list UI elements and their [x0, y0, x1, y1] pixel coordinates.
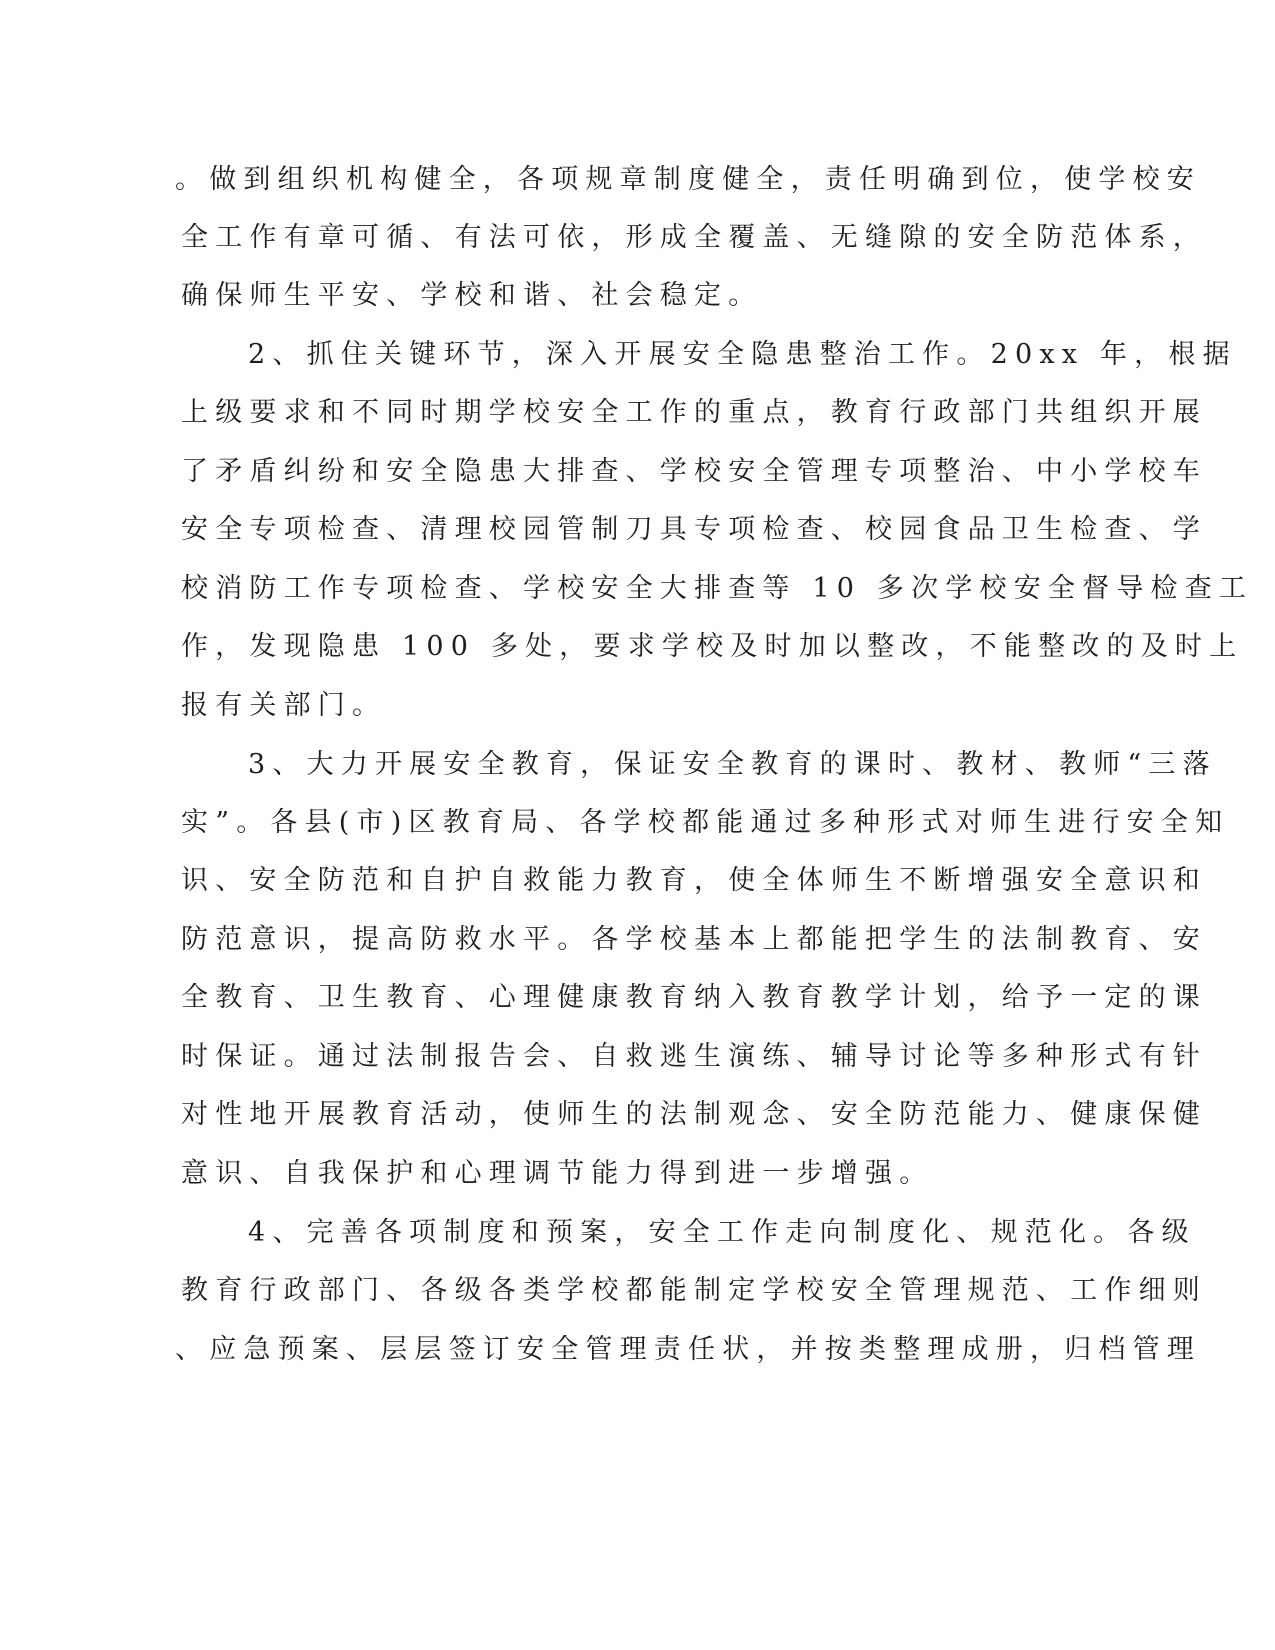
text-line: 作，发现隐患 100 多处，要求学校及时加以整改，不能整改的及时上 — [181, 631, 1244, 662]
text-line: 安全专项检查、清理校园管制刀具专项检查、校园食品卫生检查、学 — [181, 514, 1207, 545]
text-line: 。做到组织机构健全，各项规章制度健全，责任明确到位，使学校安 — [175, 164, 1201, 195]
text-line: 意识、自我保护和心理调节能力得到进一步增强。 — [181, 1158, 934, 1189]
text-line: 上级要求和不同时期学校安全工作的重点，教育行政部门共组织开展 — [181, 397, 1207, 428]
text-line: 识、安全防范和自护自救能力教育，使全体师生不断增强安全意识和 — [181, 865, 1207, 896]
text-line: 、应急预案、层层签订安全管理责任状，并按类整理成册，归档管理 — [175, 1334, 1201, 1365]
paragraph-start-line: 2、抓住关键环节，深入开展安全隐患整治工作。20xx 年，根据 — [248, 339, 1237, 370]
text-line: 全工作有章可循、有法可依，形成全覆盖、无缝隙的安全防范体系， — [181, 222, 1207, 253]
text-line: 校消防工作专项检查、学校安全大排查等 10 多次学校安全督导检查工 — [181, 573, 1254, 604]
text-line: 全教育、卫生教育、心理健康教育纳入教育教学计划，给予一定的课 — [181, 982, 1207, 1013]
text-line: 对性地开展教育活动，使师生的法制观念、安全防范能力、健康保健 — [181, 1099, 1207, 1130]
paragraph-start-line: 4、完善各项制度和预案，安全工作走向制度化、规范化。各级 — [248, 1217, 1196, 1248]
text-line: 教育行政部门、各级各类学校都能制定学校安全管理规范、工作细则 — [181, 1275, 1207, 1306]
text-line: 防范意识，提高防救水平。各学校基本上都能把学生的法制教育、安 — [181, 924, 1207, 955]
text-line: 了矛盾纠纷和安全隐患大排查、学校安全管理专项整治、中小学校车 — [181, 456, 1207, 487]
text-line: 报有关部门。 — [181, 690, 387, 721]
text-line: 时保证。通过法制报告会、自救逃生演练、辅导讨论等多种形式有针 — [181, 1041, 1207, 1072]
paragraph-start-line: 3、大力开展安全教育，保证安全教育的课时、教材、教师“三落 — [248, 749, 1217, 780]
text-line: 实”。各县(市)区教育局、各学校都能通过多种形式对师生进行安全知 — [181, 807, 1230, 838]
text-line: 确保师生平安、学校和谐、社会稳定。 — [181, 280, 763, 311]
